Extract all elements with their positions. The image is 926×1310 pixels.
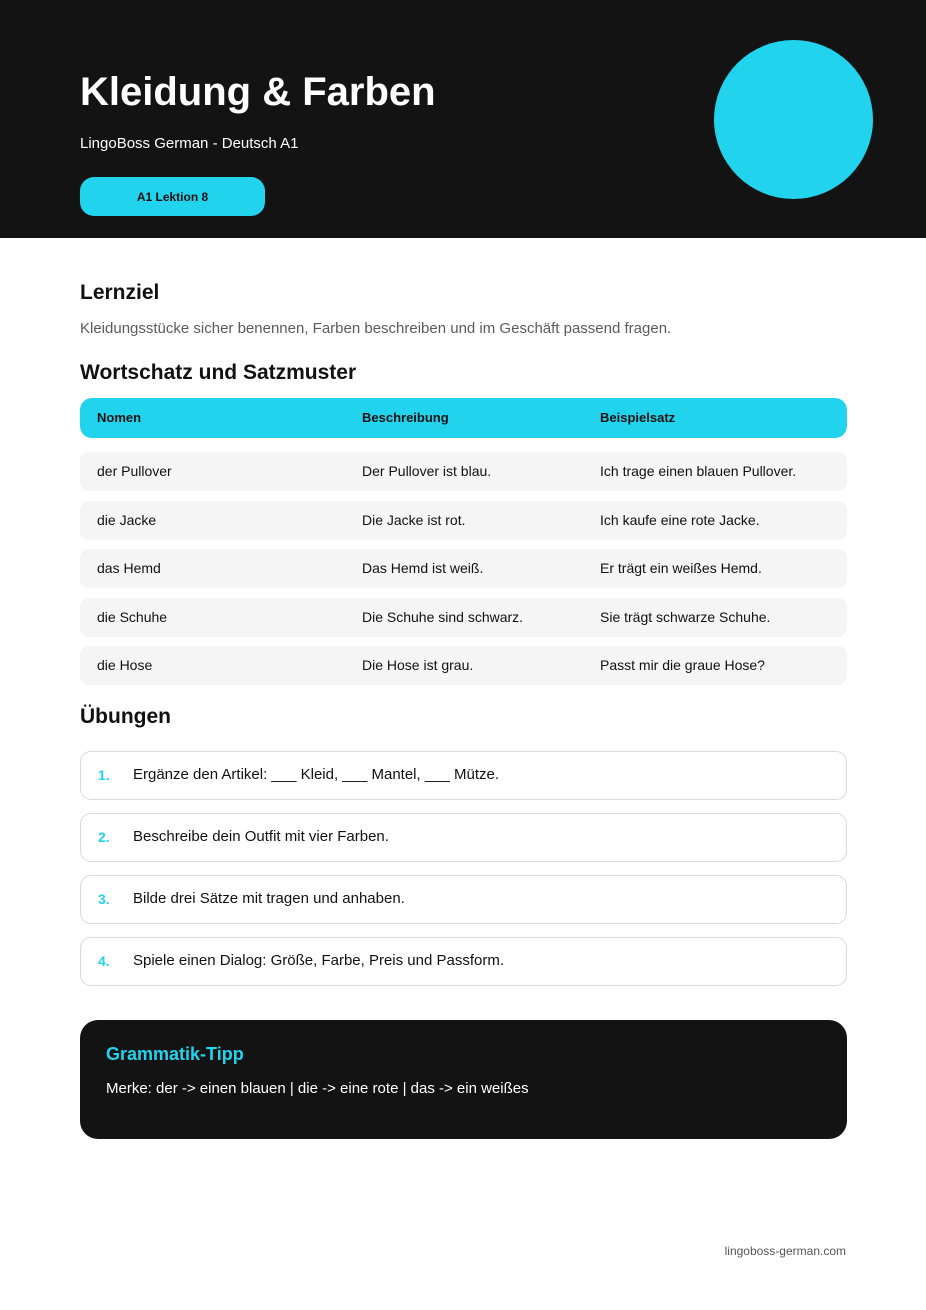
exercise-text: Ergänze den Artikel: ___ Kleid, ___ Mantel, ___ Mütze. [133,766,500,783]
cell-noun: die Schuhe [97,609,168,625]
column-header-nomen: Nomen [97,410,142,425]
cell-noun: der Pullover [97,463,172,479]
cell-example: Ich trage einen blauen Pullover. [600,463,797,479]
exercise-item [80,875,847,924]
vocab-table-header [80,398,847,438]
cell-description: Die Hose ist grau. [362,657,474,673]
exercise-number: 2. [98,829,110,845]
page-header [0,0,926,238]
exercise-item [80,813,847,862]
exercise-number: 1. [98,767,110,783]
goal-heading: Lernziel [80,281,160,304]
grammar-tip-text: Merke: der -> einen blauen | die -> eine rote | das -> ein weißes [106,1080,529,1097]
cell-description: Die Jacke ist rot. [362,512,466,528]
table-row [80,549,847,588]
exercise-item [80,937,847,986]
exercise-item [80,751,847,800]
cell-description: Das Hemd ist weiß. [362,560,484,576]
cell-description: Der Pullover ist blau. [362,463,492,479]
column-header-beispielsatz: Beispielsatz [600,410,676,425]
table-row [80,598,847,637]
cell-example: Ich kaufe eine rote Jacke. [600,512,760,528]
exercise-text: Bilde drei Sätze mit tragen und anhaben. [133,890,405,907]
column-header-beschreibung: Beschreibung [362,410,449,425]
cell-noun: das Hemd [97,560,161,576]
goal-text: Kleidungsstücke sicher benennen, Farben beschreiben und im Geschäft passend fragen. [80,320,672,337]
grammar-tip-title: Grammatik-Tipp [106,1044,244,1064]
decorative-circle [714,40,873,199]
cell-noun: die Hose [97,657,153,673]
grammar-tip-box [80,1020,847,1139]
table-row [80,501,847,540]
cell-description: Die Schuhe sind schwarz. [362,609,524,625]
page-subtitle: LingoBoss German - Deutsch A1 [80,135,299,152]
lesson-badge: A1 Lektion 8 [80,177,265,216]
table-row [80,646,847,685]
footer-url: lingoboss-german.com [724,1244,846,1258]
cell-noun: die Jacke [97,512,157,528]
exercise-number: 4. [98,953,110,969]
table-row [80,452,847,491]
exercise-text: Spiele einen Dialog: Größe, Farbe, Preis und Passform. [133,952,505,969]
exercises-heading: Übungen [80,705,171,728]
exercise-number: 3. [98,891,110,907]
page-title: Kleidung & Farben [80,70,436,114]
cell-example: Sie trägt schwarze Schuhe. [600,609,771,625]
exercise-text: Beschreibe dein Outfit mit vier Farben. [133,828,389,845]
cell-example: Er trägt ein weißes Hemd. [600,560,762,576]
vocab-heading: Wortschatz und Satzmuster [80,361,357,384]
cell-example: Passt mir die graue Hose? [600,657,765,673]
